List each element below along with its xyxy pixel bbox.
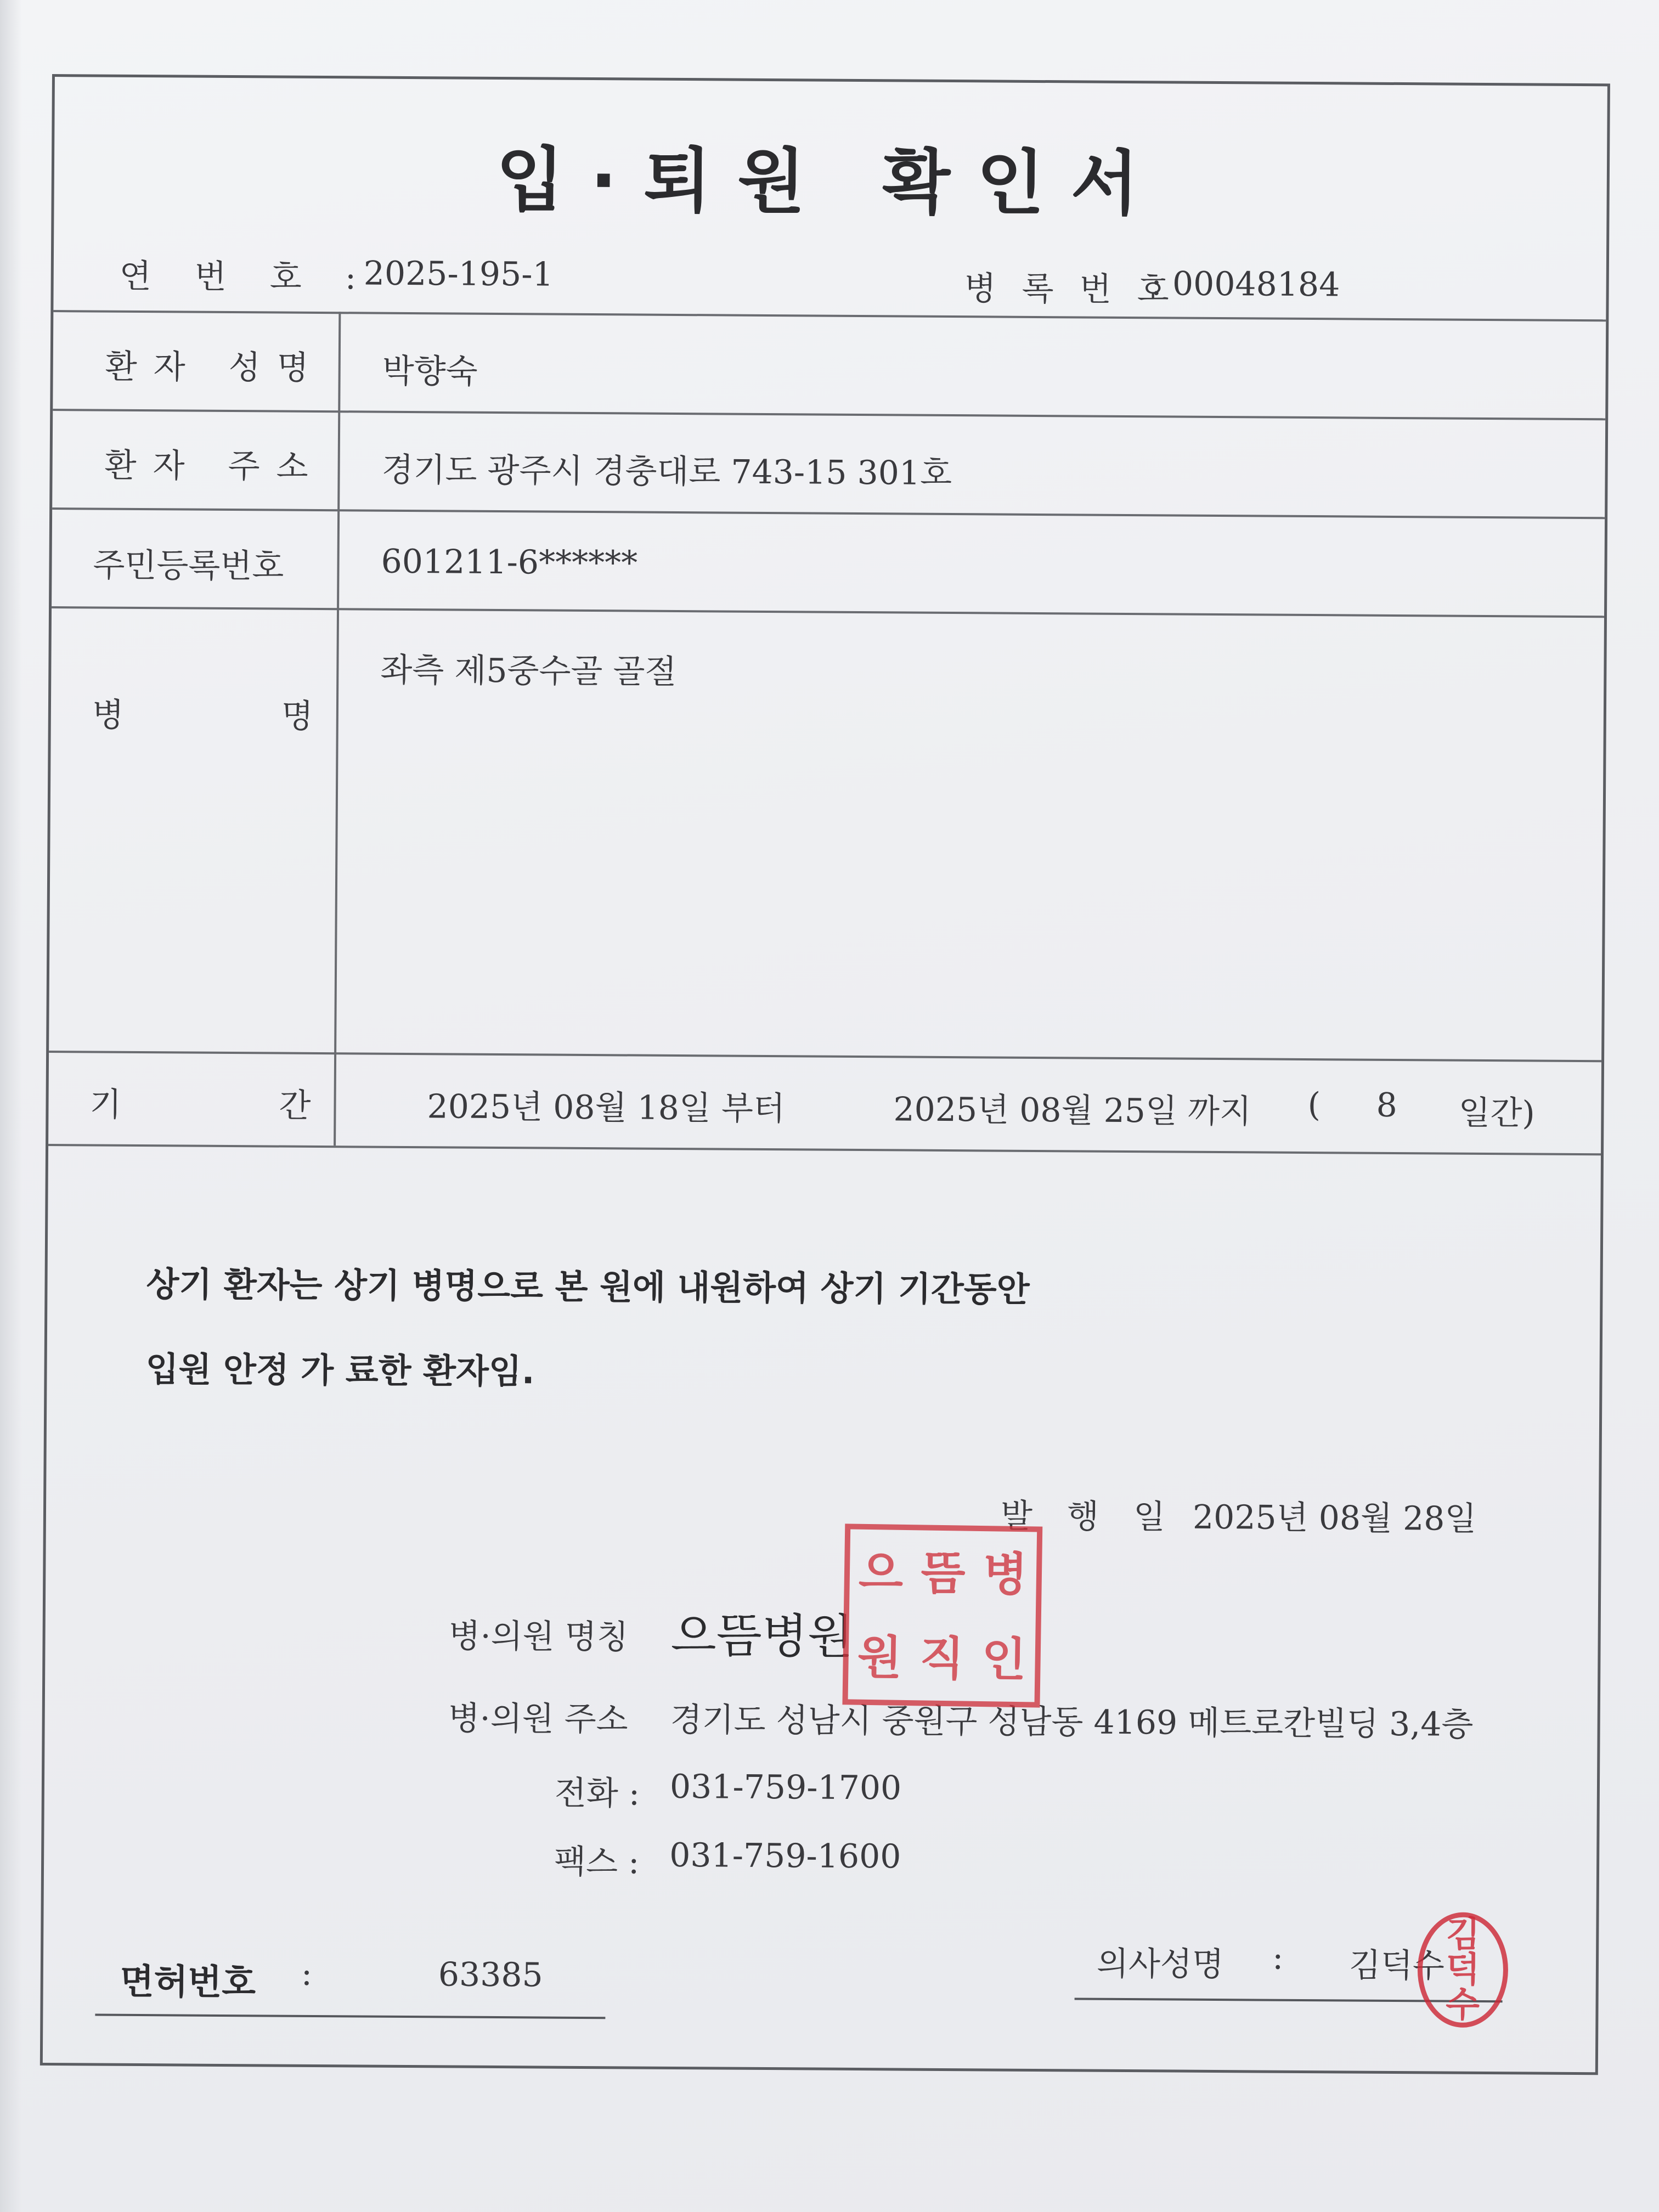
paper-shadow-edge [0,0,22,2212]
hospital-seal-char: 으 [858,1545,904,1600]
license-number-value: 63385 [438,1955,543,1995]
patient-address-label: 환자 주소 [104,446,325,487]
issue-date-label: 발 행 일 [1000,1497,1178,1537]
doctor-name-colon: : [1272,1938,1284,1977]
diagnosis-value: 좌측 제5중수골 골절 [380,651,677,691]
period-start: 2025년 08월 18일 부터 [427,1087,786,1128]
hospital-name-value: 으뜸병원 [670,1608,854,1664]
row-divider [53,310,1606,321]
hospital-seal-char: 병 [983,1547,1028,1601]
doctor-seal-char: 덕 [1446,1949,1480,1990]
doctor-seal-stamp [1417,1912,1508,2028]
document-title: 입·퇴원 확인서 [495,139,1165,225]
hospital-phone-value: 031-759-1700 [669,1767,902,1808]
doctor-name-label: 의사성명 [1096,1944,1224,1984]
serial-number-label: 연 번 호 : [119,257,373,297]
record-number-value: : 00048184 [1150,264,1340,304]
period-days-suffix: 일간) [1458,1093,1536,1133]
record-number-label: 병 록 번 호 [964,269,1177,309]
period-days: 8 [1376,1086,1397,1125]
patient-address-value: 경기도 광주시 경충대로 743-15 301호 [381,450,952,493]
hospital-address-value: 경기도 성남시 중원구 성남동 4169 메트로칸빌딩 3,4층 [670,1700,1474,1744]
issue-date-value: 2025년 08월 28일 [1192,1498,1477,1538]
diagnosis-label-second: 명 [281,697,314,736]
statement-line-2: 입원 안정 가 료한 환자임. [145,1349,535,1392]
doctor-seal-char: 김 [1446,1914,1480,1955]
label-column-divider [334,312,341,1146]
row-divider [48,1144,1601,1155]
serial-number-value: 2025-195-1 [363,254,554,294]
hospital-seal-char: 인 [981,1632,1027,1686]
statement-line-1: 상기 환자는 상기 병명으로 본 원에 내원하여 상기 기간동안 [146,1264,1030,1310]
row-divider [53,409,1605,420]
patient-name-value: 박향숙 [382,352,478,391]
period-open-paren: ( [1307,1086,1321,1125]
hospital-seal-char: 직 [919,1630,965,1686]
row-divider [52,606,1604,618]
certificate-frame [40,74,1610,2075]
row-divider [49,1051,1601,1062]
row-divider [52,507,1605,519]
hospital-seal-char: 뜸 [920,1545,966,1601]
rrn-value: 601211-6****** [381,542,638,583]
license-number-colon: : [301,1954,313,1993]
doctor-seal-char: 수 [1445,1984,1480,2025]
period-end: 2025년 08월 25일 까지 [893,1090,1252,1131]
diagnosis-label-first: 병 [92,696,125,735]
patient-name-label: 환자 성명 [105,347,325,388]
hospital-seal-char: 원 [857,1630,902,1685]
license-number-label: 면허번호 [120,1961,256,2004]
rrn-label: 주민등록번호 [93,546,284,586]
doctor-name-value: 김덕수 [1348,1946,1445,1985]
hospital-address-label: 병·의원 주소 [448,1699,628,1739]
hospital-seal-stamp [842,1523,1042,1707]
license-underline [95,2014,605,2019]
hospital-name-label: 병·의원 명칭 [448,1617,629,1657]
period-label-first: 기 [89,1085,122,1124]
period-label-second: 간 [279,1086,311,1125]
hospital-fax-value: 031-759-1600 [669,1836,901,1876]
hospital-fax-label: 팩스 : [554,1842,640,1882]
hospital-phone-label: 전화 : [554,1774,640,1813]
